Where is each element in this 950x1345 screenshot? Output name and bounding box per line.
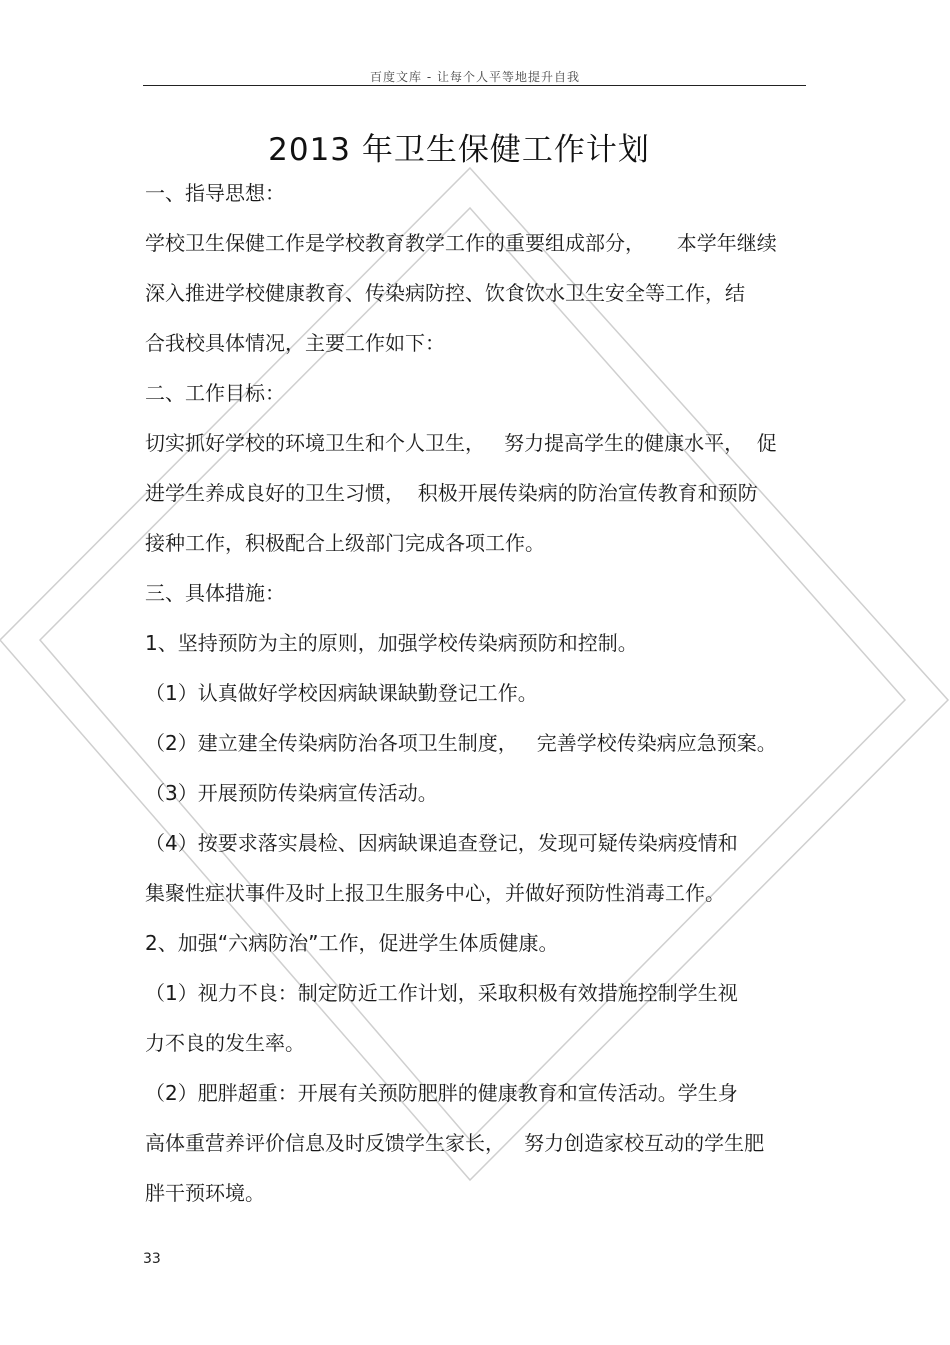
document-title: 2013 年卫生保健工作计划 bbox=[268, 132, 650, 168]
paragraph-line: 胖干预环境。 bbox=[145, 1181, 265, 1205]
list-subitem: （1）认真做好学校因病缺课缺勤登记工作。 bbox=[145, 681, 538, 705]
section-heading-goals: 二、工作目标： bbox=[145, 381, 285, 405]
section-heading-measures: 三、具体措施： bbox=[145, 581, 285, 605]
list-subitem: （3）开展预防传染病宣传活动。 bbox=[145, 781, 438, 805]
paragraph-line: 学校卫生保健工作是学校教育教学工作的重要组成部分， 本学年继续 bbox=[145, 231, 777, 255]
list-subitem: （1）视力不良：制定防近工作计划，采取积极有效措施控制学生视 bbox=[145, 981, 738, 1005]
page-header-text: 百度文库 - 让每个人平等地提升自我 bbox=[370, 70, 580, 84]
list-item-heading: 1、坚持预防为主的原则，加强学校传染病预防和控制。 bbox=[145, 631, 638, 655]
paragraph-line: 力不良的发生率。 bbox=[145, 1031, 305, 1055]
list-subitem: （4）按要求落实晨检、因病缺课追查登记，发现可疑传染病疫情和 bbox=[145, 831, 738, 855]
header-divider bbox=[143, 85, 806, 86]
paragraph-line: 合我校具体情况，主要工作如下： bbox=[145, 331, 445, 355]
paragraph-line: 集聚性症状事件及时上报卫生服务中心，并做好预防性消毒工作。 bbox=[145, 881, 725, 905]
list-subitem: （2）肥胖超重：开展有关预防肥胖的健康教育和宣传活动。学生身 bbox=[145, 1081, 738, 1105]
paragraph-line: 进学生养成良好的卫生习惯， 积极开展传染病的防治宣传教育和预防 bbox=[145, 481, 758, 505]
paragraph-line: 切实抓好学校的环境卫生和个人卫生， 努力提高学生的健康水平， 促 bbox=[145, 431, 777, 455]
page-number: 33 bbox=[143, 1251, 161, 1267]
paragraph-line: 高体重营养评价信息及时反馈学生家长， 努力创造家校互动的学生肥 bbox=[145, 1131, 765, 1155]
list-subitem: （2）建立建全传染病防治各项卫生制度， 完善学校传染病应急预案。 bbox=[145, 731, 777, 755]
paragraph-line: 深入推进学校健康教育、传染病防控、饮食饮水卫生安全等工作，结 bbox=[145, 281, 745, 305]
list-item-heading: 2、加强“六病防治”工作，促进学生体质健康。 bbox=[145, 931, 559, 955]
section-heading-guiding-thought: 一、指导思想： bbox=[145, 181, 285, 205]
paragraph-line: 接种工作，积极配合上级部门完成各项工作。 bbox=[145, 531, 545, 555]
